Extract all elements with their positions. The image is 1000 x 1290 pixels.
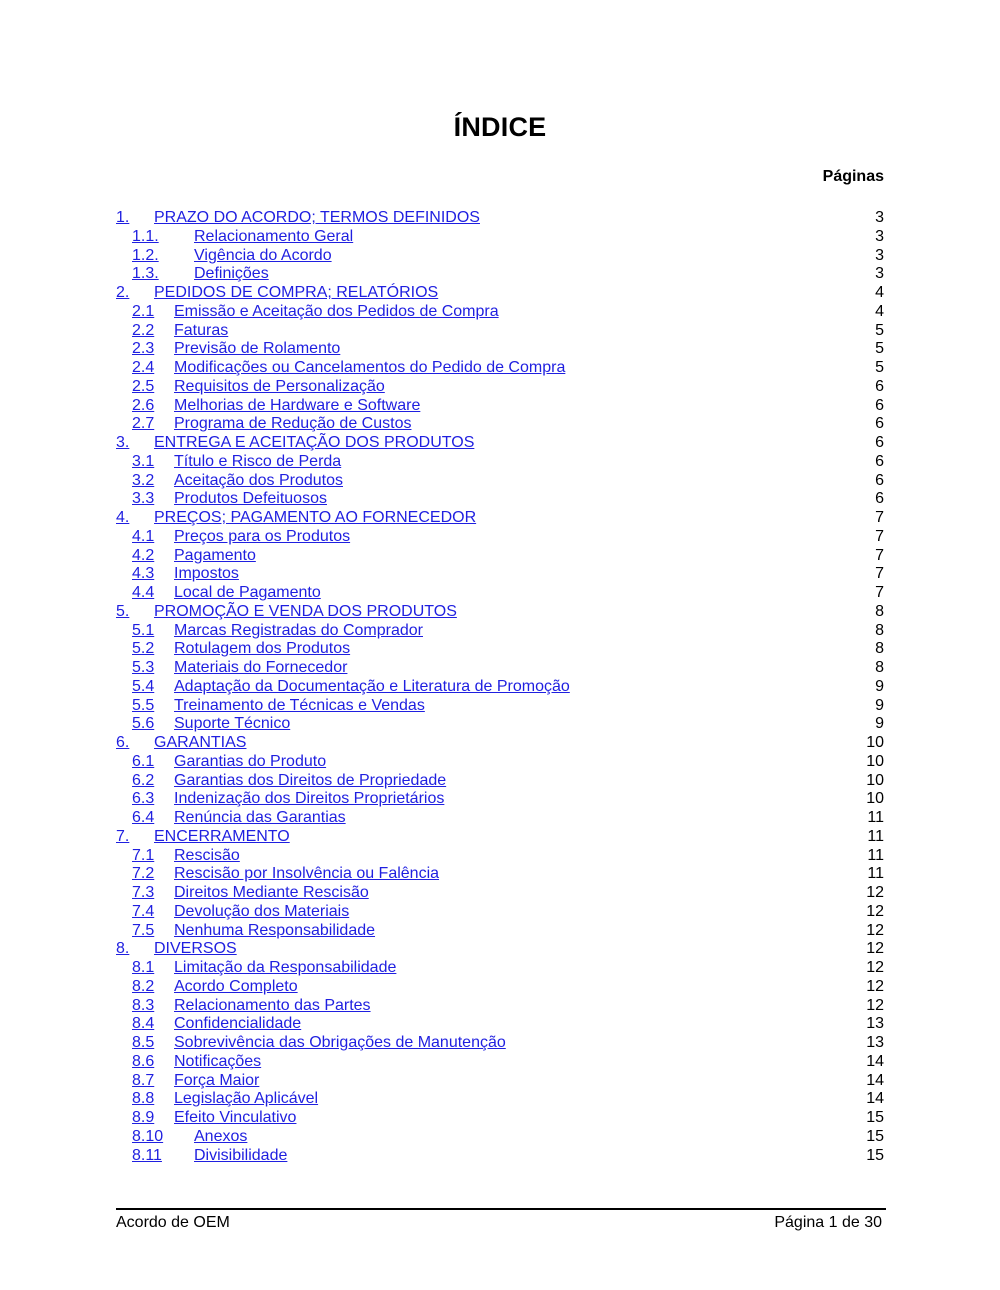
toc-entry-title-link[interactable]: PRAZO DO ACORDO; TERMOS DEFINIDOS (154, 209, 480, 226)
toc-entry-number-link[interactable]: 6.2 (132, 771, 155, 789)
toc-entry-page-number: 8 (875, 602, 884, 620)
toc-entry-page-number: 12 (866, 977, 884, 995)
toc-entry[interactable] (116, 247, 884, 266)
toc-entry-number-link[interactable]: 2.3 (132, 340, 155, 358)
toc-entry[interactable] (116, 265, 884, 284)
toc-entry-number-link[interactable]: 8. (116, 940, 130, 958)
toc-entry[interactable] (116, 997, 884, 1016)
toc-entry-page-number: 3 (875, 227, 884, 245)
toc-entry-title-link[interactable]: Treinamento de Técnicas e Vendas (174, 696, 425, 714)
toc-entry-page-number: 15 (866, 1146, 884, 1164)
toc-entry-title-link[interactable]: ENCERRAMENTO (154, 827, 290, 845)
toc-entry-page-number: 7 (875, 509, 884, 526)
toc-entry-title-link[interactable]: Pagamento (174, 546, 256, 564)
pages-column-label: Páginas (822, 168, 884, 185)
toc-entry-page-number: 6 (875, 377, 884, 395)
toc-entry-page-number: 10 (866, 752, 884, 770)
footer-page-number: Página 1 de 30 (774, 1214, 882, 1231)
toc-entry-number-link[interactable]: 2.5 (132, 377, 155, 395)
toc-entry-number-link[interactable]: 1.2. (132, 246, 159, 264)
toc-entry-page-number: 9 (875, 677, 884, 695)
toc-entry-title-link[interactable]: Adaptação da Documentação e Literatura de Promoção (174, 677, 570, 695)
toc-entry[interactable] (116, 528, 884, 547)
toc-entry[interactable] (116, 415, 884, 434)
toc-entry[interactable] (116, 284, 884, 303)
toc-entry-title-link[interactable]: Rescisão por Insolvência ou Falência (174, 865, 440, 883)
toc-entry[interactable] (116, 809, 884, 828)
toc-entry-title-link[interactable]: Modificações ou Cancelamentos do Pedido de Compra (174, 359, 566, 376)
toc-entry-number-link[interactable]: 5.6 (132, 715, 155, 733)
toc-entry-page-number: 9 (875, 715, 884, 733)
toc-entry-title-link[interactable]: Força Maior (174, 1071, 260, 1089)
toc-entry-title-link[interactable]: Impostos (174, 565, 239, 583)
toc-entry[interactable] (116, 228, 884, 247)
toc-entry-title-link[interactable]: Programa de Redução de Custos (174, 415, 412, 433)
toc-entry-page-number: 3 (875, 265, 884, 283)
toc-entry[interactable] (116, 472, 884, 491)
toc-entry-title-link[interactable]: PEDIDOS DE COMPRA; RELATÓRIOS (154, 284, 439, 301)
toc-entry-page-number: 12 (866, 940, 884, 958)
toc-entry[interactable] (116, 715, 884, 734)
toc-entry[interactable] (116, 1072, 884, 1091)
toc-entry[interactable] (116, 847, 884, 866)
toc-entry-number-link[interactable]: 7. (116, 827, 130, 845)
toc-entry-page-number: 6 (875, 471, 884, 489)
toc-entry-title-link[interactable]: Definições (194, 265, 269, 283)
toc-entry[interactable] (116, 565, 884, 584)
toc-entry[interactable] (116, 678, 884, 697)
toc-entry-number-link[interactable]: 8.9 (132, 1109, 155, 1126)
toc-entry-page-number: 14 (866, 1052, 884, 1070)
toc-entry[interactable] (116, 397, 884, 416)
toc-entry-page-number: 12 (866, 884, 884, 901)
toc-entry-title-link[interactable]: Rotulagem dos Produtos (174, 640, 351, 658)
toc-entry-title-link[interactable]: Marcas Registradas do Comprador (174, 621, 423, 639)
toc-entry-title-link[interactable]: Preços para os Produtos (174, 527, 351, 545)
toc-entry[interactable] (116, 697, 884, 716)
toc-entry-page-number: 6 (875, 452, 884, 470)
toc-entry-page-number: 3 (875, 246, 884, 264)
toc-entry-number-link[interactable]: 6.4 (132, 809, 155, 826)
toc-entry-page-number: 11 (867, 827, 884, 845)
toc-entry-number-link[interactable]: 3.2 (132, 471, 155, 489)
toc-entry[interactable] (116, 772, 884, 791)
toc-entry[interactable] (116, 1147, 884, 1166)
toc-entry[interactable] (116, 640, 884, 659)
toc-entry-title-link[interactable]: Devolução dos Materiais (174, 902, 350, 920)
toc-entry-page-number: 15 (866, 1109, 884, 1126)
toc-entry-title-link[interactable]: Direitos Mediante Rescisão (174, 884, 369, 901)
toc-entry-title-link[interactable]: Garantias do Produto (174, 752, 327, 770)
toc-entry-page-number: 10 (866, 734, 884, 751)
toc-entry-number-link[interactable]: 8.6 (132, 1052, 155, 1070)
toc-entry[interactable] (116, 434, 884, 453)
toc-entry[interactable] (116, 584, 884, 603)
toc-entry-title-link[interactable]: Nenhuma Responsabilidade (174, 921, 376, 939)
toc-entry-number-link[interactable]: 2.7 (132, 415, 155, 433)
toc-entry[interactable] (116, 359, 884, 378)
toc-entry[interactable] (116, 547, 884, 566)
toc-entry-title-link[interactable]: DIVERSOS (154, 940, 237, 958)
toc-entry-page-number: 7 (875, 584, 884, 601)
toc-entry-page-number: 8 (875, 659, 884, 676)
toc-entry-number-link[interactable]: 4.3 (132, 565, 155, 583)
toc-entry[interactable] (116, 1090, 884, 1109)
toc-entry-number-link[interactable]: 7.1 (132, 846, 155, 864)
toc-entry-number-link[interactable]: 2.4 (132, 359, 155, 376)
toc-entry-title-link[interactable]: Anexos (194, 1127, 248, 1145)
toc-entry-number-link[interactable]: 8.1 (132, 959, 155, 976)
toc-entry-page-number: 6 (875, 415, 884, 433)
toc-entry-title-link[interactable]: GARANTIAS (154, 734, 247, 751)
toc-entry-number-link[interactable]: 8.5 (132, 1034, 155, 1051)
toc-entry[interactable] (116, 978, 884, 997)
toc-entry-page-number: 6 (875, 434, 884, 451)
toc-entry-number-link[interactable]: 6.1 (132, 752, 155, 770)
toc-entry-page-number: 13 (866, 1015, 884, 1033)
toc-entry-title-link[interactable]: Efeito Vinculativo (174, 1109, 297, 1126)
toc-entry-number-link[interactable]: 5.1 (132, 621, 155, 639)
toc-entry-number-link[interactable]: 8.10 (132, 1127, 164, 1145)
page-title: ÍNDICE (453, 112, 547, 142)
toc-entry-page-number: 8 (875, 640, 884, 658)
toc-entry-number-link[interactable]: 7.3 (132, 884, 155, 901)
toc-entry-title-link[interactable]: PROMOÇÃO E VENDA DOS PRODUTOS (154, 602, 457, 620)
toc-entry-page-number: 12 (866, 996, 884, 1014)
toc-entry-title-link[interactable]: Aceitação dos Produtos (174, 471, 343, 489)
toc-entry[interactable] (116, 209, 884, 228)
toc-entry[interactable] (116, 453, 884, 472)
toc-entry-title-link[interactable]: Indenização dos Direitos Proprietários (174, 790, 445, 808)
toc-entry-page-number: 5 (875, 321, 884, 339)
toc-entry-number-link[interactable]: 7.2 (132, 865, 155, 883)
toc-entry-title-link[interactable]: Legislação Aplicável (174, 1090, 319, 1108)
toc-entry[interactable] (116, 1053, 884, 1072)
toc-entry-page-number: 6 (875, 396, 884, 414)
toc-entry-title-link[interactable]: Notificações (174, 1052, 262, 1070)
toc-entry-number-link[interactable]: 8.8 (132, 1090, 155, 1108)
toc-entry-title-link[interactable]: Garantias dos Direitos de Propriedade (174, 771, 447, 789)
toc-entry-number-link[interactable]: 5.3 (132, 659, 155, 676)
toc-entry-title-link[interactable]: Local de Pagamento (174, 584, 321, 601)
toc-entry-title-link[interactable]: Vigência do Acordo (194, 246, 332, 264)
toc-entry-number-link[interactable]: 1. (116, 209, 130, 226)
toc-entry-page-number: 7 (875, 527, 884, 545)
toc-entry[interactable] (116, 490, 884, 509)
toc-entry-number-link[interactable]: 4.4 (132, 584, 155, 601)
toc-entry[interactable] (116, 659, 884, 678)
toc-entry-title-link[interactable]: Produtos Defeituosos (174, 490, 327, 508)
toc-entry-page-number: 11 (867, 865, 884, 883)
toc-entry-page-number: 13 (866, 1034, 884, 1051)
toc-entry-page-number: 7 (875, 546, 884, 564)
toc-entry-title-link[interactable]: Rescisão (174, 846, 240, 864)
toc-entry-number-link[interactable]: 2.6 (132, 396, 155, 414)
toc-entry[interactable] (116, 940, 884, 959)
toc-entry[interactable] (116, 1015, 884, 1034)
toc-entry[interactable] (116, 884, 884, 903)
footer-document-name: Acordo de OEM (116, 1214, 230, 1231)
toc-entry[interactable] (116, 1128, 884, 1147)
toc-entry-number-link[interactable]: 3. (116, 434, 130, 451)
toc-entry-number-link[interactable]: 1.3. (132, 265, 159, 283)
footer-divider (116, 1208, 886, 1210)
toc-entry-page-number: 5 (875, 340, 884, 358)
toc-entry-title-link[interactable]: Confidencialidade (174, 1015, 302, 1033)
toc-entry-number-link[interactable]: 2. (116, 284, 130, 301)
toc-entry-number-link[interactable]: 2.2 (132, 321, 155, 339)
toc-entry-number-link[interactable]: 8.11 (132, 1146, 162, 1164)
toc-entry-page-number: 4 (875, 284, 884, 301)
toc-entry-page-number: 11 (867, 809, 884, 826)
toc-entry-number-link[interactable]: 7.4 (132, 902, 155, 920)
toc-entry-number-link[interactable]: 5.2 (132, 640, 155, 658)
toc-entry-number-link[interactable]: 2.1 (132, 302, 155, 320)
toc-entry-title-link[interactable]: Suporte Técnico (174, 715, 291, 733)
toc-entry[interactable] (116, 378, 884, 397)
toc-entry[interactable] (116, 622, 884, 641)
toc-entry-title-link[interactable]: Melhorias de Hardware e Software (174, 396, 421, 414)
toc-entry-title-link[interactable]: Previsão de Rolamento (174, 340, 341, 358)
toc-entry[interactable] (116, 865, 884, 884)
toc-entry[interactable] (116, 1034, 884, 1053)
toc-entry-page-number: 7 (875, 565, 884, 583)
toc-entry-title-link[interactable]: Sobrevivência das Obrigações de Manutenção (174, 1034, 506, 1051)
toc-entry-title-link[interactable]: Renúncia das Garantias (174, 809, 346, 826)
toc-entry-number-link[interactable]: 8.4 (132, 1015, 155, 1033)
toc-entry-page-number: 10 (866, 790, 884, 808)
toc-entry-number-link[interactable]: 6.3 (132, 790, 155, 808)
toc-entry[interactable] (116, 603, 884, 622)
toc-entry-page-number: 12 (866, 921, 884, 939)
toc-entry-page-number: 12 (866, 902, 884, 920)
toc-entry[interactable] (116, 922, 884, 941)
toc-entry-page-number: 8 (875, 621, 884, 639)
toc-entry-title-link[interactable]: Limitação da Responsabilidade (174, 959, 397, 976)
toc-entry-page-number: 6 (875, 490, 884, 508)
toc-entry-number-link[interactable]: 4. (116, 509, 130, 526)
toc-entry[interactable] (116, 753, 884, 772)
toc-entry[interactable] (116, 509, 884, 528)
toc-entry-number-link[interactable]: 8.3 (132, 996, 155, 1014)
toc-entry-number-link[interactable]: 5.4 (132, 677, 155, 695)
toc-entry-page-number: 10 (866, 771, 884, 789)
toc-entry-number-link[interactable]: 6. (116, 734, 130, 751)
toc-entry-number-link[interactable]: 5. (116, 602, 130, 620)
toc-entry-page-number: 4 (875, 302, 884, 320)
toc-entry[interactable] (116, 734, 884, 753)
toc-entry-title-link[interactable]: Relacionamento Geral (194, 227, 354, 245)
toc-entry-title-link[interactable]: Materiais do Fornecedor (174, 659, 348, 676)
toc-entry-title-link[interactable]: Acordo Completo (174, 977, 298, 995)
toc-entry[interactable] (116, 322, 884, 341)
toc-entry-page-number: 11 (867, 846, 884, 864)
toc-entry-number-link[interactable]: 4.2 (132, 546, 155, 564)
toc-entry-number-link[interactable]: 8.2 (132, 977, 155, 995)
toc-entry-title-link[interactable]: ENTREGA E ACEITAÇÃO DOS PRODUTOS (154, 434, 475, 451)
toc-entry-number-link[interactable]: 4.1 (132, 527, 155, 545)
toc-entry[interactable] (116, 828, 884, 847)
toc-entry-number-link[interactable]: 5.5 (132, 696, 155, 714)
toc-entry-title-link[interactable]: PREÇOS; PAGAMENTO AO FORNECEDOR (154, 509, 477, 526)
toc-entry[interactable] (116, 959, 884, 978)
toc-entry-title-link[interactable]: Emissão e Aceitação dos Pedidos de Compra (174, 302, 499, 320)
toc-entry-page-number: 14 (866, 1071, 884, 1089)
toc-entry-number-link[interactable]: 3.1 (132, 452, 155, 470)
toc-entry-page-number: 14 (866, 1090, 884, 1108)
toc-entry[interactable] (116, 303, 884, 322)
toc-entry[interactable] (116, 340, 884, 359)
toc-entry-page-number: 3 (875, 209, 884, 226)
toc-entry-page-number: 9 (875, 696, 884, 714)
toc-entry-number-link[interactable]: 7.5 (132, 921, 155, 939)
toc-entry-number-link[interactable]: 8.7 (132, 1071, 155, 1089)
toc-entry[interactable] (116, 790, 884, 809)
toc-entry-number-link[interactable]: 3.3 (132, 490, 155, 508)
toc-entry-title-link[interactable]: Faturas (174, 321, 229, 339)
toc-entry[interactable] (116, 903, 884, 922)
toc-entry-page-number: 5 (875, 359, 884, 376)
toc-entry-page-number: 12 (866, 959, 884, 976)
table-of-contents (116, 209, 884, 1165)
toc-entry-title-link[interactable]: Título e Risco de Perda (174, 452, 342, 470)
toc-entry-title-link[interactable]: Divisibilidade (194, 1146, 288, 1164)
toc-entry[interactable] (116, 1109, 884, 1128)
toc-entry-title-link[interactable]: Relacionamento das Partes (174, 996, 371, 1014)
toc-entry-page-number: 15 (866, 1127, 884, 1145)
toc-entry-title-link[interactable]: Requisitos de Personalização (174, 377, 385, 395)
toc-entry-number-link[interactable]: 1.1. (132, 227, 159, 245)
